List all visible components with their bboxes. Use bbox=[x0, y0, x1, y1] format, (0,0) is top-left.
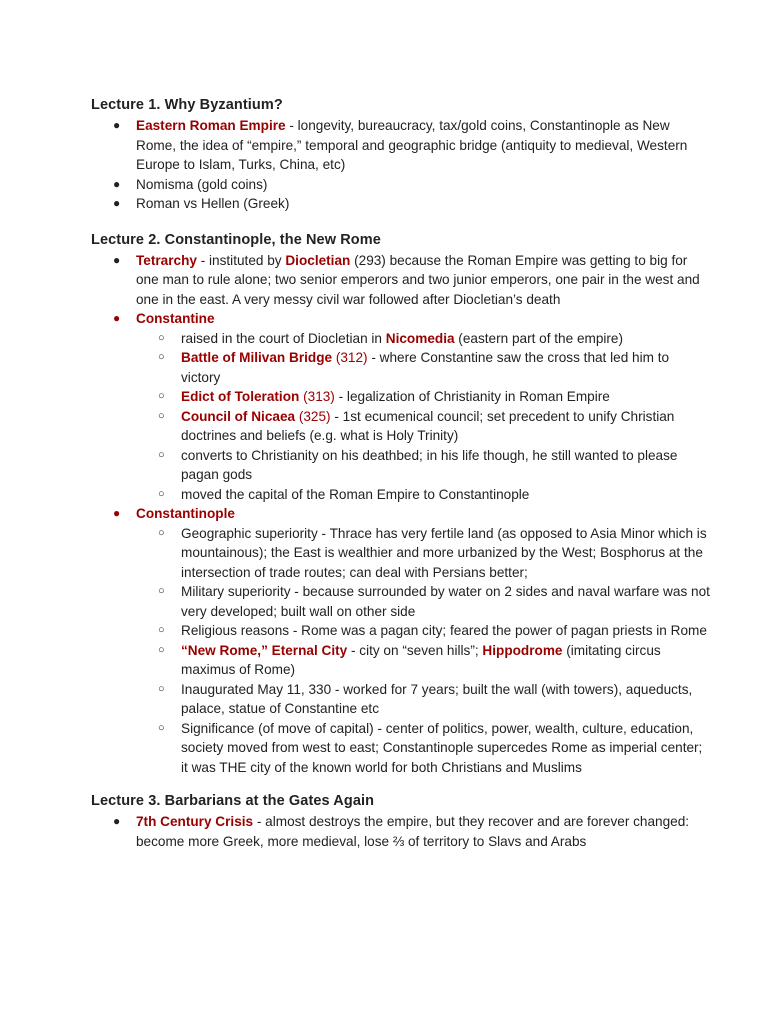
lecture-section bbox=[91, 792, 711, 851]
bullet-icon: ● bbox=[113, 252, 121, 267]
text-segment: Inaugurated May 11, 330 - worked for 7 years; built the wall (with towers), aqueducts, palace, statue of Constantine etc bbox=[181, 681, 693, 716]
text-segment: Constantine bbox=[136, 311, 215, 326]
sub-list-item bbox=[91, 524, 711, 583]
text-segment: - where Constantine saw the cross that led him to victory bbox=[181, 350, 670, 385]
text-segment: (eastern part of the empire) bbox=[454, 330, 624, 346]
text-segment: (imitating circus maximus of Rome) bbox=[181, 642, 661, 677]
sub-list-item bbox=[91, 719, 711, 778]
bullet-icon: ● bbox=[113, 814, 121, 828]
text-segment: (293) because the Roman Empire was getting to big for one man to rule alone; two senior emperors and two junior emperors, one pair in the west and one in the east. A very messy civil war followed after Diocletian’s death bbox=[136, 252, 700, 307]
text-segment: Significance (of move of capital) - center of politics, power, wealth, culture, education, society moved from west to east; Constantinople supercedes Rome as imperial center; it was THE city of the known world for both Christians and Muslims bbox=[181, 720, 703, 775]
bullet-icon: ● bbox=[113, 506, 121, 520]
list-item bbox=[91, 309, 711, 504]
hollow-bullet-icon: ○ bbox=[158, 390, 165, 402]
text-segment: Roman vs Hellen (Greek) bbox=[136, 196, 290, 211]
sub-bullet-list bbox=[136, 329, 711, 505]
sub-list-item bbox=[91, 329, 711, 349]
text-segment: (325) bbox=[295, 408, 331, 424]
lecture-section bbox=[91, 96, 711, 214]
hollow-bullet-icon: ○ bbox=[158, 526, 165, 539]
sub-list-item bbox=[91, 407, 711, 446]
text-segment: converts to Christianity on his deathbed; in his life though, he still wanted to please pagan gods bbox=[181, 447, 678, 482]
lecture-list bbox=[91, 96, 711, 851]
text-segment: 7th Century Crisis bbox=[136, 814, 254, 829]
sub-list-item bbox=[91, 582, 711, 621]
lecture-title: Lecture 1. Why Byzantium? bbox=[91, 97, 283, 113]
text-segment: Nicomedia bbox=[385, 330, 455, 346]
text-segment: Council of Nicaea bbox=[181, 408, 296, 424]
hollow-bullet-icon: ○ bbox=[158, 624, 165, 636]
list-item bbox=[91, 175, 711, 195]
text-segment: Eastern Roman Empire bbox=[136, 118, 286, 133]
sub-list-item bbox=[91, 348, 711, 387]
sub-list-item bbox=[91, 485, 711, 505]
lecture-section bbox=[91, 231, 711, 778]
text-segment: - legalization of Christianity in Roman Empire bbox=[334, 389, 610, 404]
bullet-icon: ● bbox=[113, 176, 121, 191]
text-segment: Religious reasons - Rome was a pagan city; feared the power of pagan priests in Rome bbox=[181, 623, 707, 638]
lecture-title: Lecture 2. Constantinople, the New Rome bbox=[91, 231, 381, 248]
text-segment: Hippodrome bbox=[482, 642, 563, 658]
text-segment: Diocletian bbox=[285, 252, 351, 268]
hollow-bullet-icon: ○ bbox=[158, 351, 165, 363]
text-segment: moved the capital of the Roman Empire to Constantinople bbox=[181, 486, 530, 502]
text-segment: Geographic superiority - Thrace has very fertile land (as opposed to Asia Minor which is mountainous); the East is wealthier and more urbanized by the West; Bosphorus at the intersection of trade routes; can deal with Persians better; bbox=[181, 525, 707, 580]
bullet-icon: ● bbox=[113, 118, 121, 132]
text-segment: - longevity, bureaucracy, tax/gold coins, Constantinople as New Rome, the idea of “empire,” temporal and geographic bridge (antiquity to medieval, Western Europe to Islam, Turks, China, etc) bbox=[136, 118, 688, 172]
hollow-bullet-icon: ○ bbox=[158, 643, 165, 656]
list-item bbox=[91, 251, 711, 310]
text-segment: Edict of Toleration bbox=[181, 389, 300, 404]
text-segment: (313) bbox=[299, 389, 335, 404]
hollow-bullet-icon: ○ bbox=[158, 487, 165, 500]
text-segment: - instituted by bbox=[196, 252, 286, 268]
bullet-icon: ● bbox=[113, 196, 121, 210]
text-segment: - 1st ecumenical council; set precedent to unify Christian doctrines and beliefs (e.g. what is Holy Trinity) bbox=[181, 408, 675, 443]
hollow-bullet-icon: ○ bbox=[158, 331, 165, 344]
text-segment: - almost destroys the empire, but they recover and are forever changed: become more Greek, more medieval, lose ⅔ of territory to Slavs and Arabs bbox=[136, 814, 690, 849]
hollow-bullet-icon: ○ bbox=[158, 409, 165, 422]
list-item bbox=[91, 116, 711, 175]
hollow-bullet-icon: ○ bbox=[158, 585, 165, 597]
sub-list-item bbox=[91, 680, 711, 719]
sub-bullet-list bbox=[136, 524, 711, 778]
bullet-list bbox=[91, 116, 711, 214]
list-item bbox=[91, 504, 711, 777]
hollow-bullet-icon: ○ bbox=[158, 721, 165, 734]
text-segment: (312) bbox=[332, 350, 368, 365]
text-segment: raised in the court of Diocletian in bbox=[181, 330, 386, 346]
sub-list-item bbox=[91, 446, 711, 485]
lecture-title: Lecture 3. Barbarians at the Gates Again bbox=[91, 793, 375, 809]
list-item bbox=[91, 194, 711, 214]
sub-list-item bbox=[91, 387, 711, 407]
text-segment: Constantinople bbox=[136, 506, 235, 521]
text-segment: Nomisma (gold coins) bbox=[136, 176, 268, 192]
text-segment: “New Rome,” Eternal City bbox=[181, 642, 348, 658]
text-segment: Tetrarchy bbox=[136, 252, 197, 268]
text-segment: - city on “seven hills”; bbox=[347, 642, 483, 658]
bullet-icon: ● bbox=[113, 311, 121, 325]
sub-list-item bbox=[91, 621, 711, 641]
hollow-bullet-icon: ○ bbox=[158, 448, 165, 461]
hollow-bullet-icon: ○ bbox=[158, 682, 165, 695]
list-item bbox=[91, 812, 711, 851]
text-segment: Military superiority - because surrounded by water on 2 sides and naval warfare was not very developed; built wall on other side bbox=[181, 584, 710, 619]
sub-list-item bbox=[91, 641, 711, 680]
text-segment: Battle of Milivan Bridge bbox=[181, 350, 333, 365]
bullet-list bbox=[91, 251, 711, 778]
bullet-list bbox=[91, 812, 711, 851]
